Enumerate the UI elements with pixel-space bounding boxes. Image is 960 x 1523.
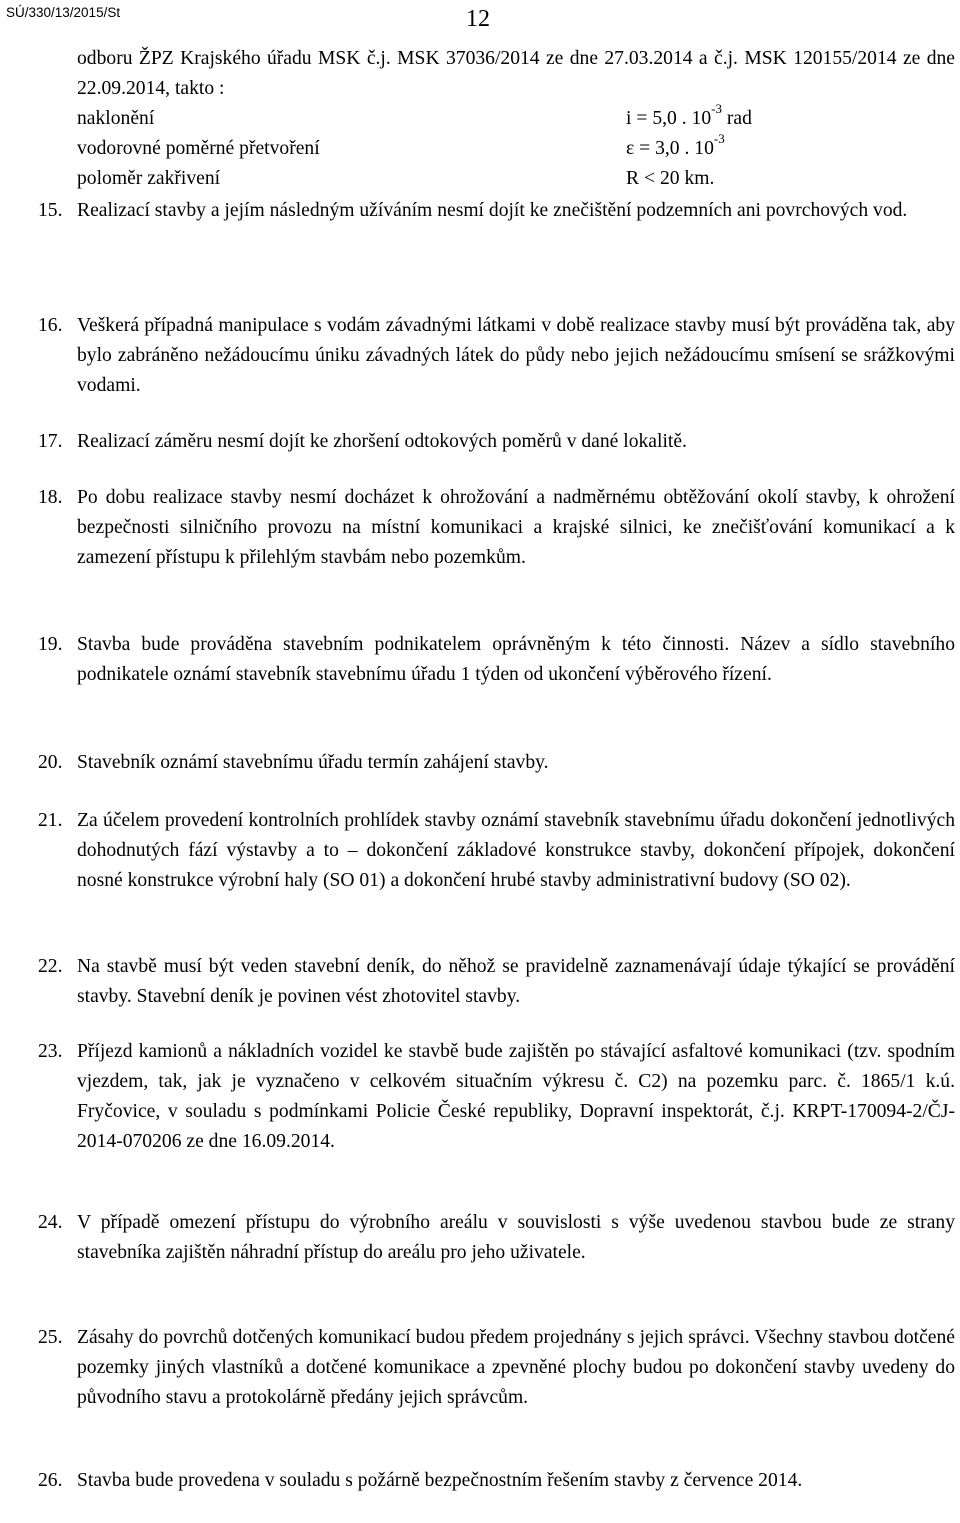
document-reference: SÚ/330/13/2015/St bbox=[6, 5, 121, 20]
condition-15 bbox=[38, 196, 955, 226]
param-name: naklonění bbox=[77, 108, 155, 129]
condition-number: 20. bbox=[38, 752, 63, 773]
condition-text: Za účelem provedení kontrolních prohlídek stavby oznámí stavebník stavebnímu úřadu dokončení jednotlivých dohodnutých fází výstavby a to – dokončení základové konstrukce stavby, dokončení přípojek, dokončení nosné konstrukce výrobní haly (SO 01) a dokončení hrubé stavby administrativní budovy (SO 02). bbox=[77, 810, 955, 891]
param-number: 3,0 . 10 bbox=[655, 138, 714, 159]
param-value bbox=[626, 164, 714, 194]
condition-text: Veškerá případná manipulace s vodám závadnými látkami v době realizace stavby musí být prováděna tak, aby bylo zabráněno nežádoucímu úniku závadných látek do půdy nebo jejich nežádoucímu smísení se srážkovými vodami. bbox=[77, 315, 955, 396]
condition-17 bbox=[38, 427, 955, 457]
condition-25 bbox=[38, 1323, 955, 1413]
param-exponent: -3 bbox=[713, 131, 725, 147]
condition-18 bbox=[38, 483, 955, 573]
intro-text: odboru ŽPZ Krajského úřadu MSK č.j. MSK 37036/2014 ze dne 27.03.2014 a č.j. MSK 120155/2014 ze dne 22.09.2014, takto : bbox=[77, 48, 955, 99]
param-name: poloměr zakřivení bbox=[77, 168, 221, 189]
condition-number: 15. bbox=[38, 200, 63, 221]
condition-text: Zásahy do povrchů dotčených komunikací budou předem projednány s jejich správci. Všechny stavbou dotčené pozemky jiných vlastníků a dotčené komunikace a zpevněné plochy budou po dokončení stavby uvedeny do původního stavu a protokolárně předány jejich správcům. bbox=[77, 1327, 955, 1408]
condition-24 bbox=[38, 1208, 955, 1268]
condition-16 bbox=[38, 311, 955, 401]
condition-text: Po dobu realizace stavby nesmí docházet k ohrožování a nadměrnému obtěžování okolí stavby, k ohrožení bezpečnosti silničního provozu na místní komunikaci a krajské silnici, ke znečišťování komunikací a k zamezení přístupu k přilehlým stavbám nebo pozemkům. bbox=[77, 487, 955, 568]
param-value bbox=[626, 101, 752, 134]
condition-number: 23. bbox=[38, 1041, 63, 1062]
param-relation: = bbox=[639, 138, 651, 159]
param-symbol: ε bbox=[626, 138, 635, 159]
condition-text: Realizací stavby a jejím následným užíváním nesmí dojít ke znečištění podzemních ani povrchových vod. bbox=[77, 200, 908, 221]
condition-number: 18. bbox=[38, 487, 63, 508]
condition-text: Stavba bude provedena v souladu s požárně bezpečnostním řešením stavby z července 2014. bbox=[77, 1470, 803, 1491]
param-relation: = bbox=[636, 108, 648, 129]
condition-text: V případě omezení přístupu do výrobního areálu v souvislosti s výše uvedenou stavbou bude ze strany stavebníka zajištěn náhradní přístup do areálu pro jeho uživatele. bbox=[77, 1212, 955, 1263]
param-number: 5,0 . 10 bbox=[652, 108, 712, 129]
param-exponent: -3 bbox=[711, 101, 722, 117]
param-name: vodorovné poměrné přetvoření bbox=[77, 138, 320, 159]
condition-text: Na stavbě musí být veden stavební deník, do něhož se pravidelně zaznamenávají údaje týkající se provádění stavby. Stavební deník je povinen vést zhotovitel stavby. bbox=[77, 956, 955, 1007]
condition-text: Příjezd kamionů a nákladních vozidel ke stavbě bude zajištěn po stávající asfaltové komunikaci (tzv. spodním vjezdem, tak, jak je vyznačeno v celkovém situačním výkresu č. C2) na pozemku parc. č. 1865/1 k.ú. Fryčovice, v souladu s podmínkami Policie České republiky, Dopravní inspektorát, č.j. KRPT-170094-2/ČJ-2014-070206 ze dne 16.09.2014. bbox=[77, 1041, 955, 1152]
condition-number: 26. bbox=[38, 1470, 63, 1491]
condition-text: Stavebník oznámí stavebnímu úřadu termín zahájení stavby. bbox=[77, 752, 549, 773]
page-number: 12 bbox=[466, 6, 490, 32]
param-row-radius bbox=[77, 164, 955, 194]
condition-21 bbox=[38, 806, 955, 896]
param-unit: rad bbox=[721, 108, 752, 129]
condition-number: 17. bbox=[38, 431, 63, 452]
param-row-tilt bbox=[77, 101, 955, 134]
condition-23 bbox=[38, 1037, 955, 1157]
param-row-strain bbox=[77, 131, 955, 164]
condition-26 bbox=[38, 1466, 955, 1496]
condition-20 bbox=[38, 748, 955, 778]
param-number: 20 km. bbox=[659, 168, 715, 189]
condition-number: 21. bbox=[38, 810, 63, 831]
param-symbol: i bbox=[626, 108, 632, 129]
condition-text: Realizací záměru nesmí dojít ke zhoršení odtokových poměrů v dané lokalitě. bbox=[77, 431, 687, 452]
condition-22 bbox=[38, 952, 955, 1012]
condition-number: 16. bbox=[38, 315, 63, 336]
intro-block bbox=[77, 44, 955, 194]
condition-number: 25. bbox=[38, 1327, 63, 1348]
param-relation: < bbox=[643, 168, 656, 189]
condition-text: Stavba bude prováděna stavebním podnikatelem oprávněným k této činnosti. Název a sídlo stavebního podnikatele oznámí stavebník stavebnímu úřadu 1 týden od ukončení výběrového řízení. bbox=[77, 634, 955, 685]
condition-number: 22. bbox=[38, 956, 63, 977]
param-value bbox=[626, 131, 725, 164]
condition-number: 24. bbox=[38, 1212, 63, 1233]
param-symbol: R bbox=[626, 168, 640, 189]
condition-number: 19. bbox=[38, 634, 63, 655]
condition-19 bbox=[38, 630, 955, 690]
